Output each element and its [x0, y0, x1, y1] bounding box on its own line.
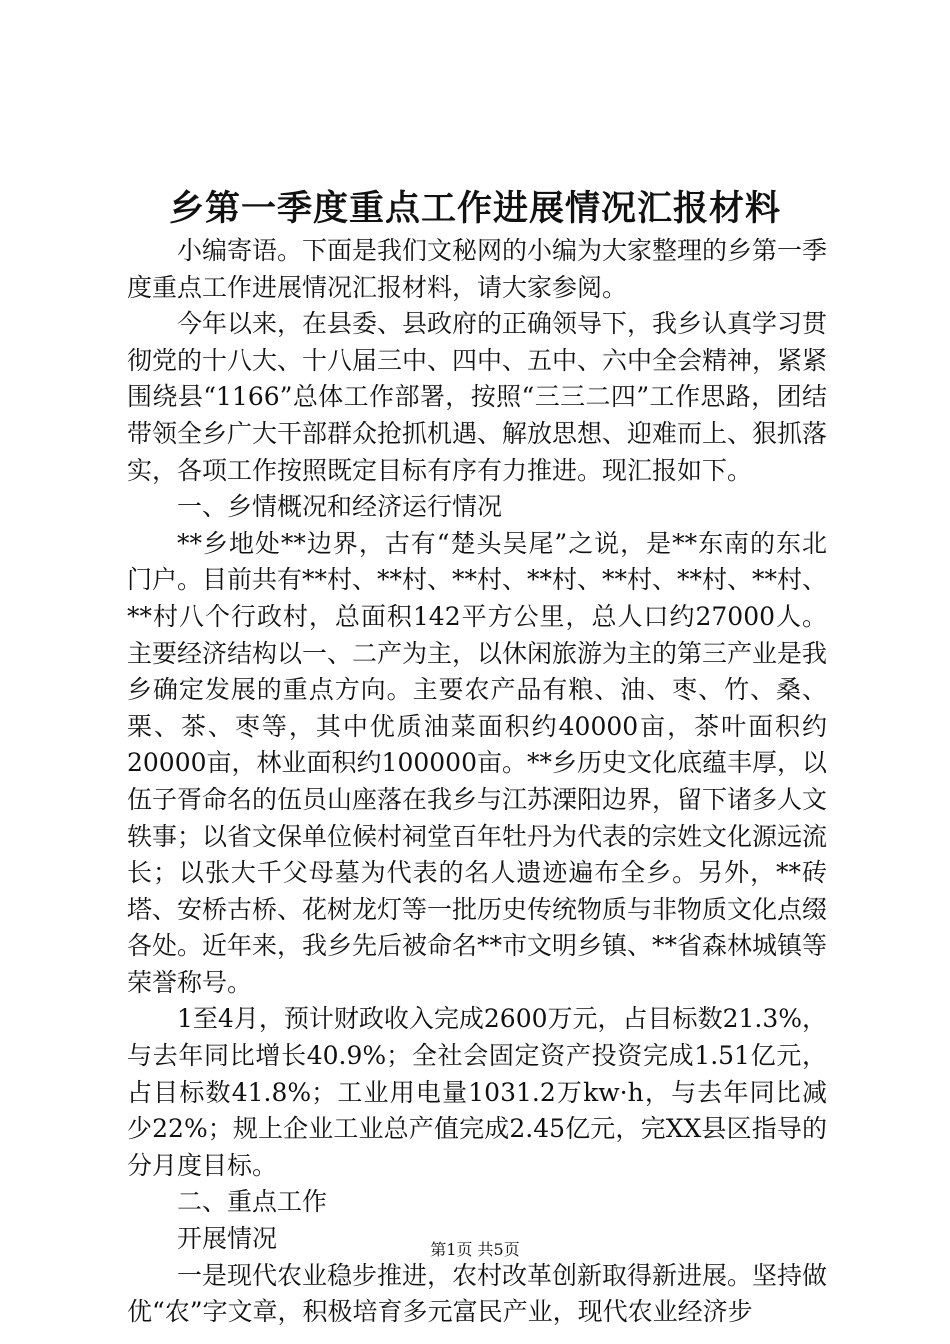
section-heading-1: 一、乡情概况和经济运行情况	[177, 492, 503, 522]
paragraph-agriculture: 一是现代农业稳步推进，农村改革创新取得新进展。坚持做优“农”字文章，积极培育多元富民产业，现代农业经济步	[127, 1260, 828, 1327]
document-title: 乡第一季度重点工作进展情况汇报材料	[168, 188, 781, 229]
section-subheading: 开展情况	[177, 1224, 278, 1254]
page-footer: 第1页 共5页	[430, 1240, 520, 1259]
paragraph-intro: 小编寄语。下面是我们文秘网的小编为大家整理的乡第一季度重点工作进展情况汇报材料，请大家参阅。	[127, 236, 828, 302]
section-heading-2: 二、重点工作	[177, 1187, 328, 1217]
document-body	[127, 233, 827, 1331]
paragraph-overview: 今年以来，在县委、县政府的正确领导下，我乡认真学习贯彻党的十八大、十八届三中、四中、五中、六中全会精神，紧紧围绕县“1166”总体工作部署，按照“三三二四”工作思路，团结带领全乡广大干部群众抢抓机遇、解放思想、迎难而上、狠抓落实，各项工作按照既定目标有序有力推进。现汇报如下。	[127, 309, 828, 485]
paragraph-township-profile: **乡地处**边界，古有“楚头吴尾”之说，是**东南的东北门户。目前共有**村、**村、**村、**村、**村、**村、**村、**村八个行政村，总面积142平方公里，总人口约27000人。主要经济结构以一、二产为主，以休闲旅游为主的第三产业是我乡确定发展的重点方向。主要农产品有粮、油、枣、竹、桑、栗、茶、枣等，其中优质油菜面积约40000亩，茶叶面积约20000亩，林业面积约100000亩。**乡历史文化底蕴丰厚，以伍子胥命名的伍员山座落在我乡与江苏溧阳边界，留下诸多人文轶事；以省文保单位候村祠堂百年牡丹为代表的宗姓文化源远流长；以张大千父母墓为代表的名人遗迹遍布全乡。另外，**砖塔、安桥古桥、花树龙灯等一批历史传统物质与非物质文化点缀各处。近年来，我乡先后被命名**市文明乡镇、**省森林城镇等荣誉称号。	[127, 528, 828, 997]
paragraph-economic-data: 1至4月，预计财政收入完成2600万元，占目标数21.3%，与去年同比增长40.9%；全社会固定资产投资完成1.51亿元，占目标数41.8%；工业用电量1031.2万kw·h，与去年同比减少22%；规上企业工业总产值完成2.45亿元，完XX县区指导的分月度目标。	[127, 1004, 827, 1180]
